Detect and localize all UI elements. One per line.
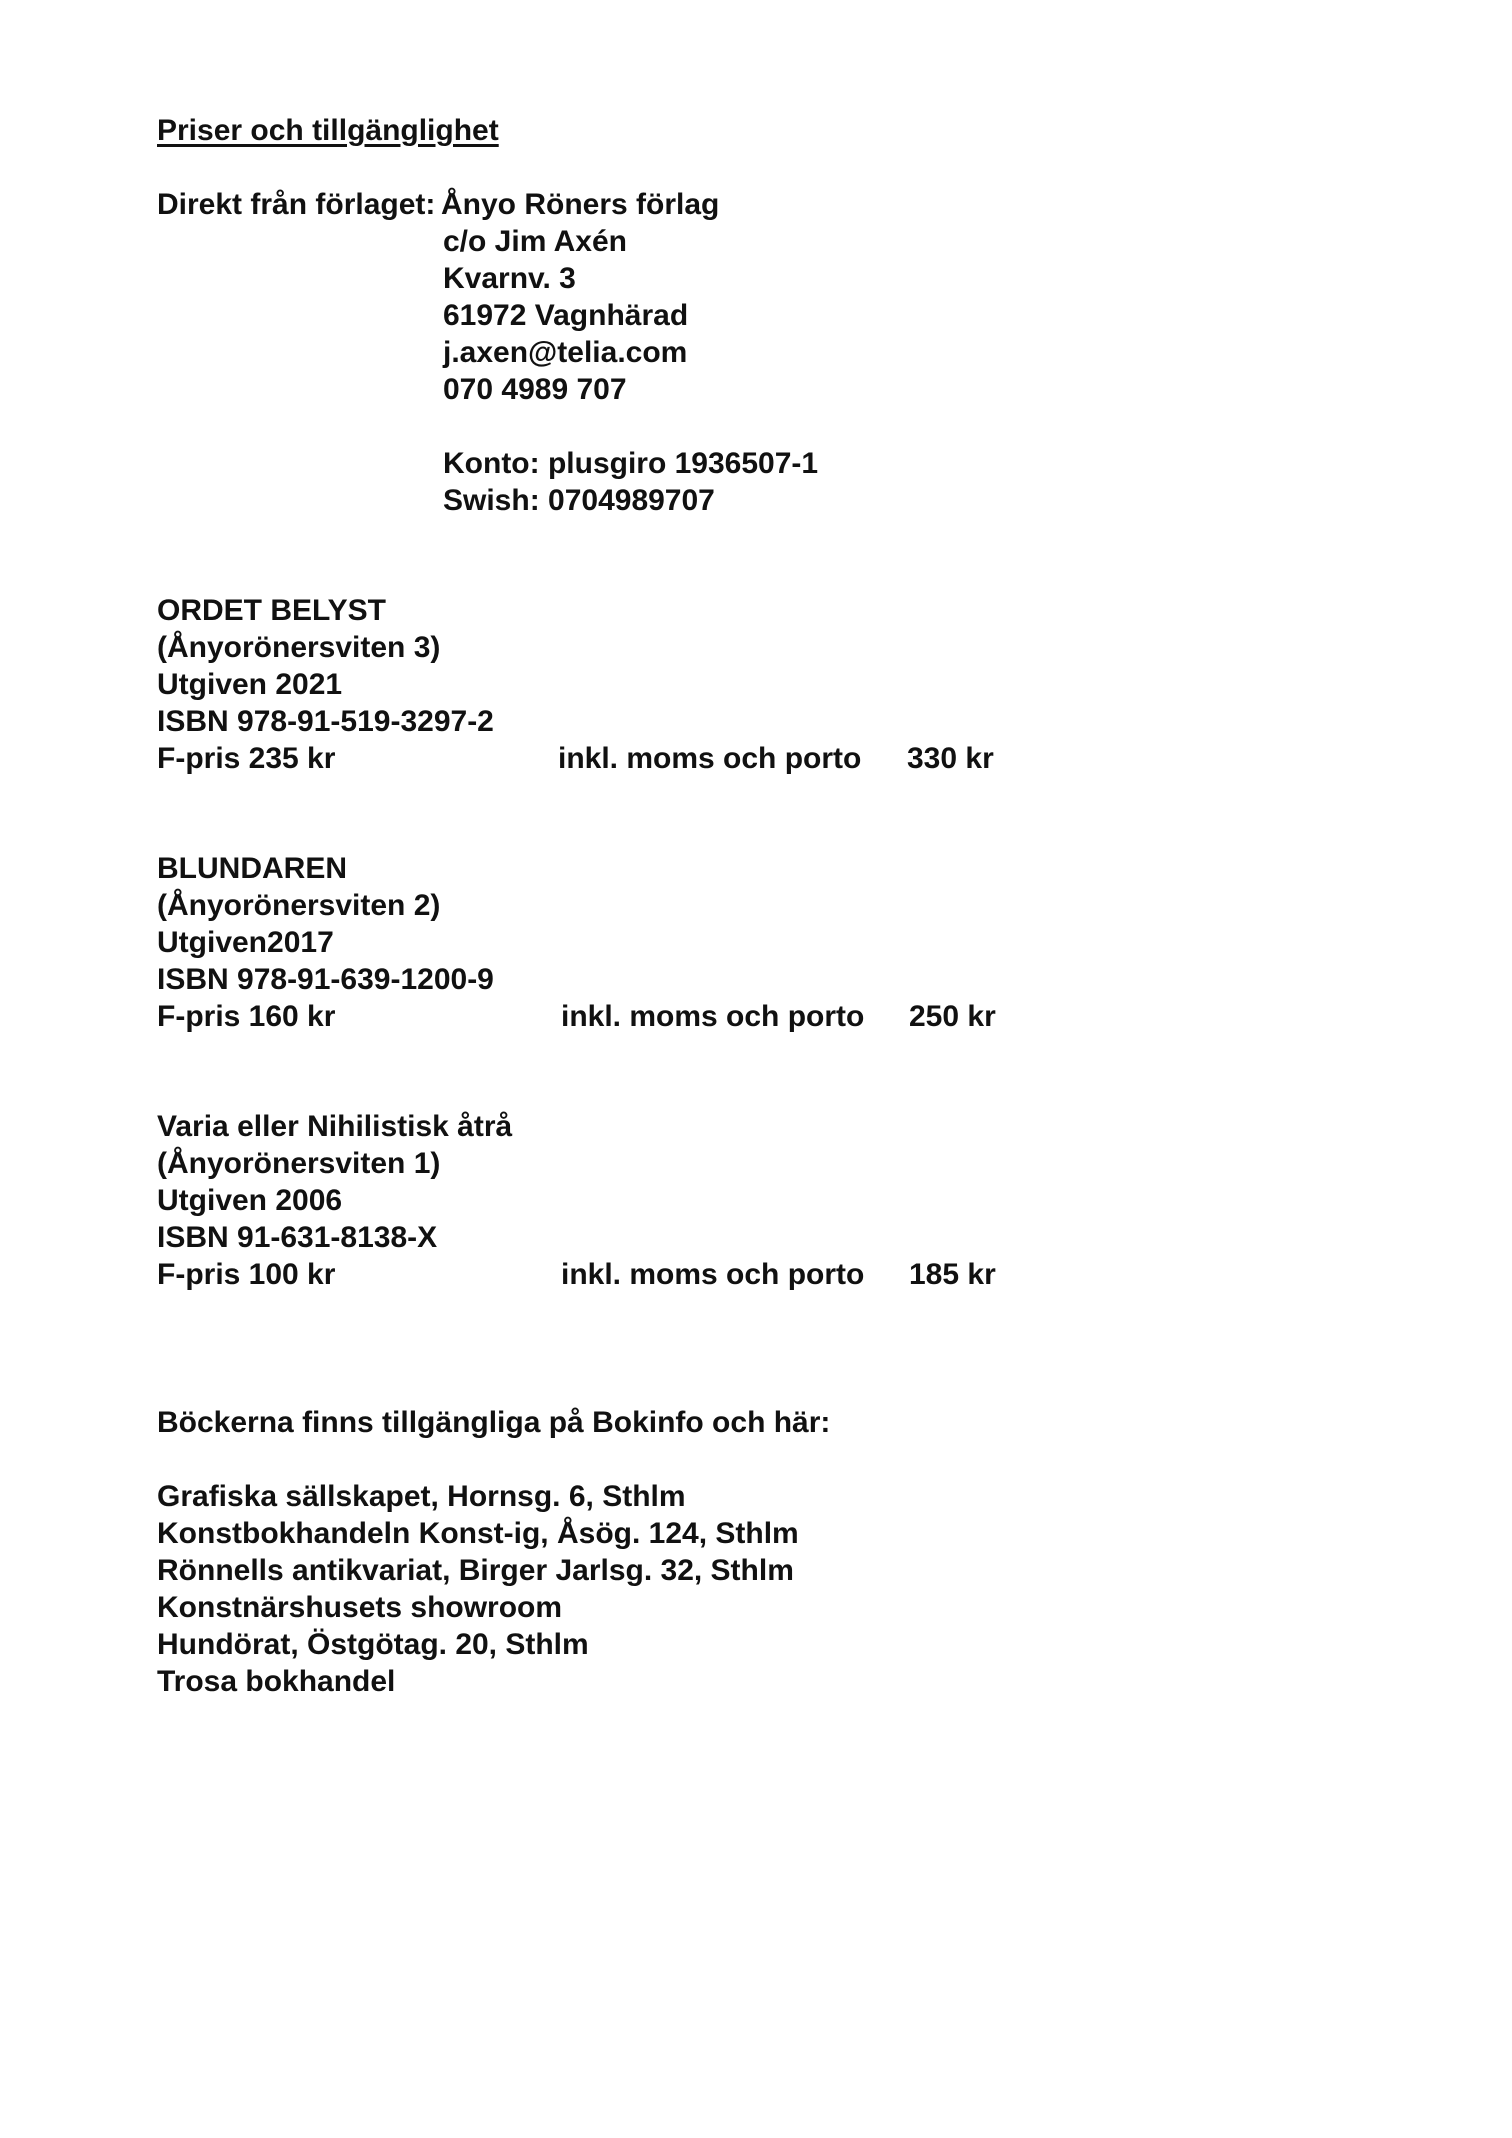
- book-fpris: F-pris 235 kr: [157, 742, 336, 775]
- book-incl-label: inkl. moms och porto: [561, 1258, 865, 1291]
- publisher-postal: 61972 Vagnhärad: [443, 299, 689, 332]
- book-fpris: F-pris 100 kr: [157, 1258, 336, 1291]
- availability-intro: Böckerna finns tillgängliga på Bokinfo och här:: [157, 1406, 831, 1439]
- payment-plusgiro: Konto: plusgiro 1936507-1: [443, 447, 819, 480]
- publisher-email: j.axen@telia.com: [443, 336, 688, 369]
- book-incl-price: 185 kr: [909, 1258, 996, 1291]
- publisher-careof: c/o Jim Axén: [443, 225, 627, 258]
- book-isbn: ISBN 978-91-519-3297-2: [157, 705, 494, 738]
- store-item: Hundörat, Östgötag. 20, Sthlm: [157, 1628, 589, 1661]
- book-title: Varia eller Nihilistisk åtrå: [157, 1110, 513, 1143]
- book-series: (Ånyorönersviten 2): [157, 889, 441, 922]
- publisher-phone: 070 4989 707: [443, 373, 627, 406]
- book-published: Utgiven 2006: [157, 1184, 343, 1217]
- book-incl-label: inkl. moms och porto: [558, 742, 862, 775]
- store-item: Konstbokhandeln Konst-ig, Åsög. 124, Sthlm: [157, 1517, 799, 1550]
- book-fpris: F-pris 160 kr: [157, 1000, 336, 1033]
- book-isbn: ISBN 978-91-639-1200-9: [157, 963, 494, 996]
- book-incl-price: 330 kr: [907, 742, 994, 775]
- book-series: (Ånyorönersviten 1): [157, 1147, 441, 1180]
- book-title: ORDET BELYST: [157, 594, 386, 627]
- book-published: Utgiven2017: [157, 926, 334, 959]
- publisher-name: Ånyo Röners förlag: [441, 188, 720, 221]
- page-title: Priser och tillgänglighet: [157, 114, 499, 147]
- publisher-label: Direkt från förlaget:: [157, 188, 436, 221]
- publisher-street: Kvarnv. 3: [443, 262, 576, 295]
- book-published: Utgiven 2021: [157, 668, 343, 701]
- store-item: Rönnells antikvariat, Birger Jarlsg. 32, Sthlm: [157, 1554, 794, 1587]
- payment-swish: Swish: 0704989707: [443, 484, 715, 517]
- book-title: BLUNDAREN: [157, 852, 347, 885]
- store-item: Grafiska sällskapet, Hornsg. 6, Sthlm: [157, 1480, 686, 1513]
- book-incl-price: 250 kr: [909, 1000, 996, 1033]
- book-isbn: ISBN 91-631-8138-X: [157, 1221, 438, 1254]
- book-incl-label: inkl. moms och porto: [561, 1000, 865, 1033]
- store-item: Trosa bokhandel: [157, 1665, 396, 1698]
- book-series: (Ånyorönersviten 3): [157, 631, 441, 664]
- store-item: Konstnärshusets showroom: [157, 1591, 563, 1624]
